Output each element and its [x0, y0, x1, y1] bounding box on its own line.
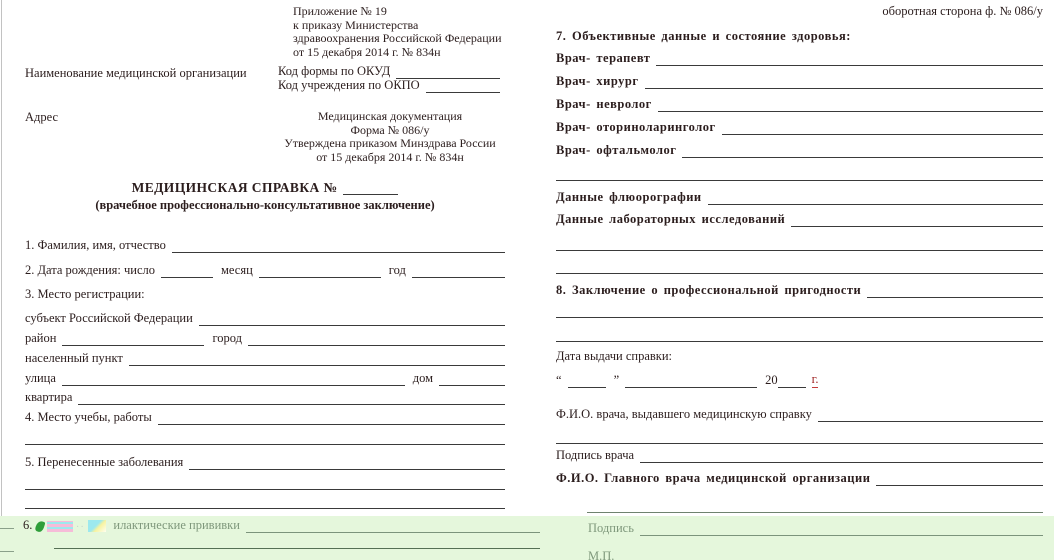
city-label: город: [212, 331, 243, 345]
fullname-row: [25, 238, 505, 253]
fullname-label: 1. Фамилия, имя, отчество: [25, 238, 166, 252]
edge-dash: [0, 528, 14, 529]
birthdate-label: 2. Дата рождения: число: [25, 263, 156, 277]
ophthalmologist-row: [556, 143, 1043, 158]
therapist-label: Врач- терапевт: [556, 51, 651, 65]
date-day-blank: [568, 373, 606, 388]
section8-blank-line: [867, 283, 1043, 298]
appendix-line: к приказу Министерства: [293, 17, 419, 32]
blank-line-row: [556, 166, 1043, 181]
section7-title: 7. Объективные данные и состояние здоровья:: [556, 29, 851, 43]
otolaryngologist-label: Врач- оториноларинголог: [556, 120, 716, 134]
ophthalmologist-blank-line: [682, 143, 1043, 158]
blank-line-row: [556, 429, 1043, 444]
blank-line-row: [556, 259, 1043, 274]
house-blank-line: [439, 371, 505, 386]
doctor-signature-row: [556, 448, 1043, 463]
registration-label: 3. Место регистрации:: [25, 287, 145, 301]
issuing-doctor-row: [556, 407, 1043, 422]
subject-blank-line: [199, 311, 505, 326]
blank-line-row: [556, 327, 1043, 342]
appendix-line: от 15 декабря 2014 г. № 834н: [293, 44, 441, 59]
certificate-number-blank: [343, 180, 398, 195]
birth-month-blank: [259, 263, 381, 278]
street-house-row: [25, 371, 505, 386]
section7-row: [556, 29, 1043, 44]
birth-day-blank: [161, 263, 213, 278]
issuing-doctor-blank-line: [818, 407, 1043, 422]
footer-signature-row: [588, 521, 1043, 536]
back-note: оборотная сторона ф. № 086/у: [882, 4, 1043, 18]
birthdate-row: [25, 263, 505, 278]
settlement-label: населенный пункт: [25, 351, 123, 365]
blank-line: [556, 429, 1043, 444]
org-name-label: Наименование медицинской организации: [25, 66, 247, 80]
blank-line-row: [25, 494, 505, 509]
study-work-row: [25, 410, 505, 425]
settlement-blank-line: [129, 351, 505, 366]
issuing-doctor-label: Ф.И.О. врача, выдавшего медицинскую справку: [556, 407, 812, 421]
chief-doctor-continuation-line: [587, 512, 1043, 513]
date-year-blank: [778, 373, 806, 388]
district-city-row: [25, 331, 505, 346]
org-name-row: [25, 66, 247, 81]
date-century: 20: [765, 373, 778, 387]
otolaryngologist-blank-line: [722, 120, 1043, 135]
glitch-green-swatch: [35, 520, 46, 533]
okpo-blank-line: [426, 78, 500, 93]
street-blank-line: [62, 371, 405, 386]
vaccinations-second-line: [54, 548, 540, 549]
address-row: [25, 110, 58, 125]
chief-doctor-row: [556, 471, 1043, 486]
doctor-signature-label: Подпись врача: [556, 448, 635, 462]
open-quote: “: [556, 373, 562, 387]
blank-line-row: [556, 303, 1043, 318]
settlement-row: [25, 351, 505, 366]
blank-line: [25, 475, 505, 490]
fullname-blank-line: [172, 238, 505, 253]
ophthalmologist-label: Врач- офтальмолог: [556, 143, 677, 157]
vaccinations-blank-line: [246, 518, 540, 533]
lab-results-blank-line: [791, 212, 1043, 227]
section8-row: [556, 283, 1043, 298]
title-row: [25, 180, 505, 195]
subject-row: [25, 311, 505, 326]
okpo-label: Код учреждения по ОКПО: [278, 78, 420, 92]
fluorography-label: Данные флюорографии: [556, 190, 702, 204]
appendix-line: здравоохранения Российской Федерации: [293, 31, 502, 45]
doctor-signature-blank-line: [640, 448, 1043, 463]
vaccinations-row: [23, 517, 540, 533]
neurologist-blank-line: [658, 97, 1043, 112]
past-diseases-row: [25, 455, 505, 470]
fluorography-blank-line: [708, 190, 1043, 205]
vaccinations-partial-label: илактические прививки: [113, 518, 240, 532]
footer-signature-blank-line: [640, 521, 1043, 536]
district-label: район: [25, 331, 57, 345]
doc-line: Медицинская документация: [317, 109, 463, 123]
page-edge-line: [1, 0, 2, 516]
date-month-blank: [625, 373, 757, 388]
okpo-row: [278, 78, 500, 93]
appendix-block: [293, 5, 502, 59]
chief-doctor-label: Ф.И.О. Главного врача медицинской организации: [556, 471, 871, 485]
year-suffix-misspell: г.: [811, 372, 819, 386]
issue-date-label: Дата выдачи справки:: [556, 349, 673, 363]
subtitle-row: [25, 198, 505, 213]
glitch-cyan-swatch: [88, 520, 106, 532]
neurologist-row: [556, 97, 1043, 112]
highlight-strip: [0, 516, 1054, 560]
month-label: месяц: [221, 263, 253, 277]
blank-line: [556, 259, 1043, 274]
street-label: улица: [25, 371, 56, 385]
blank-line: [25, 494, 505, 509]
form-title: МЕДИЦИНСКАЯ СПРАВКА №: [131, 180, 338, 195]
apartment-row: [25, 390, 505, 405]
fluorography-row: [556, 190, 1043, 205]
surgeon-blank-line: [645, 74, 1044, 89]
past-diseases-label: 5. Перенесенные заболевания: [25, 455, 184, 469]
city-blank-line: [248, 331, 505, 346]
okud-blank-line: [396, 64, 500, 79]
close-quote: ”: [613, 373, 620, 387]
birth-year-blank: [412, 263, 505, 278]
blank-line-row: [25, 430, 505, 445]
therapist-row: [556, 51, 1043, 66]
vaccinations-number: 6.: [23, 518, 33, 532]
date-fill-row: [556, 372, 1043, 388]
edge-dash: [0, 551, 14, 552]
subject-label: субъект Российской Федерации: [25, 311, 193, 325]
doc-line: Форма № 086/у: [350, 122, 430, 137]
okud-row: [278, 64, 500, 79]
lab-results-row: [556, 212, 1043, 227]
address-label: Адрес: [25, 110, 59, 124]
therapist-blank-line: [656, 51, 1043, 66]
appendix-line: Приложение № 19: [293, 4, 387, 18]
year-label: год: [388, 263, 406, 277]
blank-line-row: [25, 475, 505, 490]
stamp-row: [588, 549, 614, 560]
house-label: дом: [412, 371, 433, 385]
stamp-label: М.П.: [588, 549, 615, 560]
study-work-blank-line: [158, 410, 505, 425]
blank-line: [556, 327, 1043, 342]
district-blank-line: [62, 331, 204, 346]
doc-block: [270, 110, 510, 164]
back-note-row: [556, 4, 1043, 19]
issue-date-row: [556, 349, 1043, 364]
lab-results-label: Данные лабораторных исследований: [556, 212, 786, 226]
glitch-pink-swatch: [47, 521, 73, 532]
blank-line: [556, 166, 1043, 181]
registration-row: [25, 287, 505, 302]
section8-title: 8. Заключение о профессиональной пригодности: [556, 283, 862, 297]
doc-line: от 15 декабря 2014 г. № 834н: [316, 149, 464, 164]
blank-line: [556, 236, 1043, 251]
okud-label: Код формы по ОКУД: [278, 64, 391, 78]
apartment-label: квартира: [25, 390, 73, 404]
neurologist-label: Врач- невролог: [556, 97, 652, 111]
chief-doctor-blank-line: [876, 471, 1043, 486]
blank-line-row: [556, 236, 1043, 251]
glitch-artifact: [36, 517, 109, 532]
surgeon-row: [556, 74, 1043, 89]
past-diseases-blank-line: [189, 455, 505, 470]
blank-line: [556, 303, 1043, 318]
footer-signature-label: Подпись: [588, 521, 634, 535]
surgeon-label: Врач- хирург: [556, 74, 639, 88]
glitch-dots: ..: [76, 519, 86, 530]
doc-line: Утверждена приказом Минздрава России: [284, 136, 496, 150]
otolaryngologist-row: [556, 120, 1043, 135]
form-subtitle: (врачебное профессионально-консультативное заключение): [95, 198, 435, 212]
blank-line: [25, 430, 505, 445]
study-work-label: 4. Место учебы, работы: [25, 410, 152, 424]
apartment-blank-line: [78, 390, 505, 405]
